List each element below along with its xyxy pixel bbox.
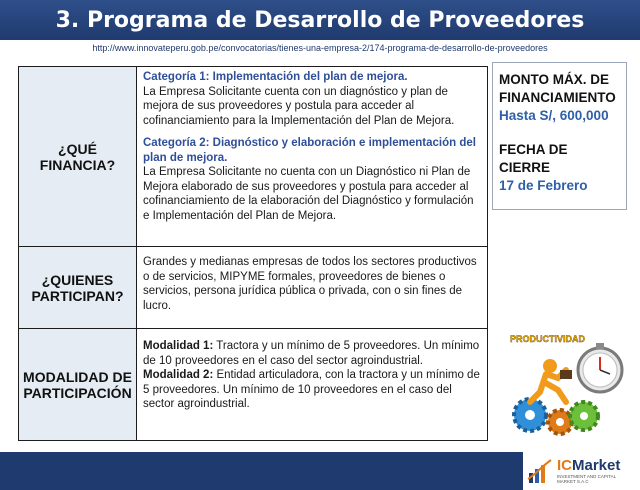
productivity-illustration bbox=[500, 330, 640, 440]
row-label-modalidad: MODALIDAD DE PARTICIPACIÓN bbox=[19, 329, 137, 441]
category-2-title: Categoría 2: Diagnóstico y elaboración e implementación del plan de mejora. bbox=[143, 137, 476, 164]
modalidad-1: Modalidad 1: Tractora y un mínimo de 5 proveedores. Un mínimo de 10 proveedores en el caso del sector agroindustrial. bbox=[143, 340, 480, 367]
productivity-gears-icon bbox=[500, 330, 640, 440]
row-content-que-financia bbox=[137, 67, 488, 247]
max-amount-label: MONTO MÁX. DE FINANCIAMIENTO bbox=[499, 72, 616, 105]
table-row-quienes-participan bbox=[19, 247, 488, 329]
bar-chart-logo-icon bbox=[527, 457, 553, 485]
closing-date-value: 17 de Febrero bbox=[499, 178, 588, 193]
source-url[interactable]: http://www.innovateperu.gob.pe/convocatorias/tienes-una-empresa-2/174-programa-de-desarrollo-de-proveedores bbox=[92, 43, 548, 53]
slide-title-text: 3. Programa de Desarrollo de Proveedores bbox=[55, 7, 585, 33]
slide-title bbox=[0, 0, 640, 40]
table-row-que-financia bbox=[19, 67, 488, 247]
category-1-text: La Empresa Solicitante cuenta con un diagnóstico y plan de mejora de sus proveedores y postula para acceder al cofinanciamiento para la Implementación del Plan de Mejora. bbox=[143, 85, 455, 127]
category-1-title: Categoría 1: Implementación del plan de mejora. bbox=[143, 71, 408, 83]
modalidad-2: Modalidad 2: Entidad articuladora, con la tractora y un mínimo de 5 proveedores. Un mínimo de 10 proveedores en el caso del sector agroindustrial. bbox=[143, 369, 480, 410]
row-content-modalidad bbox=[137, 329, 488, 441]
participants-text: Grandes y medianas empresas de todos los sectores productivos o de servicios, MIPYME formales, proveedores de bienes o servicios, persona jurídica pública o privada, con o sin fines de lucro. bbox=[143, 256, 477, 312]
icmarket-logo: ICMarket INVESTMENT AND CAPITAL MARKET S.A.C bbox=[523, 452, 640, 490]
program-details-table bbox=[18, 66, 488, 441]
row-label-quienes-participan: ¿QUIENES PARTICIPAN? bbox=[19, 247, 137, 329]
category-2-text: La Empresa Solicitante no cuenta con un Diagnóstico ni Plan de Mejora elaborado de sus proveedores y postula para acceder al cofinanciamiento de la elaboración del Diagnóstico y formulación e Implementación del Plan de Mejora. bbox=[143, 166, 474, 222]
productivity-label: PRODUCTIVIDAD bbox=[510, 334, 586, 344]
row-label-que-financia: ¿QUÉ FINANCIA? bbox=[19, 67, 137, 247]
financing-summary-box bbox=[492, 62, 627, 210]
max-amount-value: Hasta S/, 600,000 bbox=[499, 108, 609, 123]
table-row-modalidad bbox=[19, 329, 488, 441]
row-content-quienes-participan bbox=[137, 247, 488, 329]
closing-date-label: FECHA DE CIERRE bbox=[499, 142, 568, 175]
